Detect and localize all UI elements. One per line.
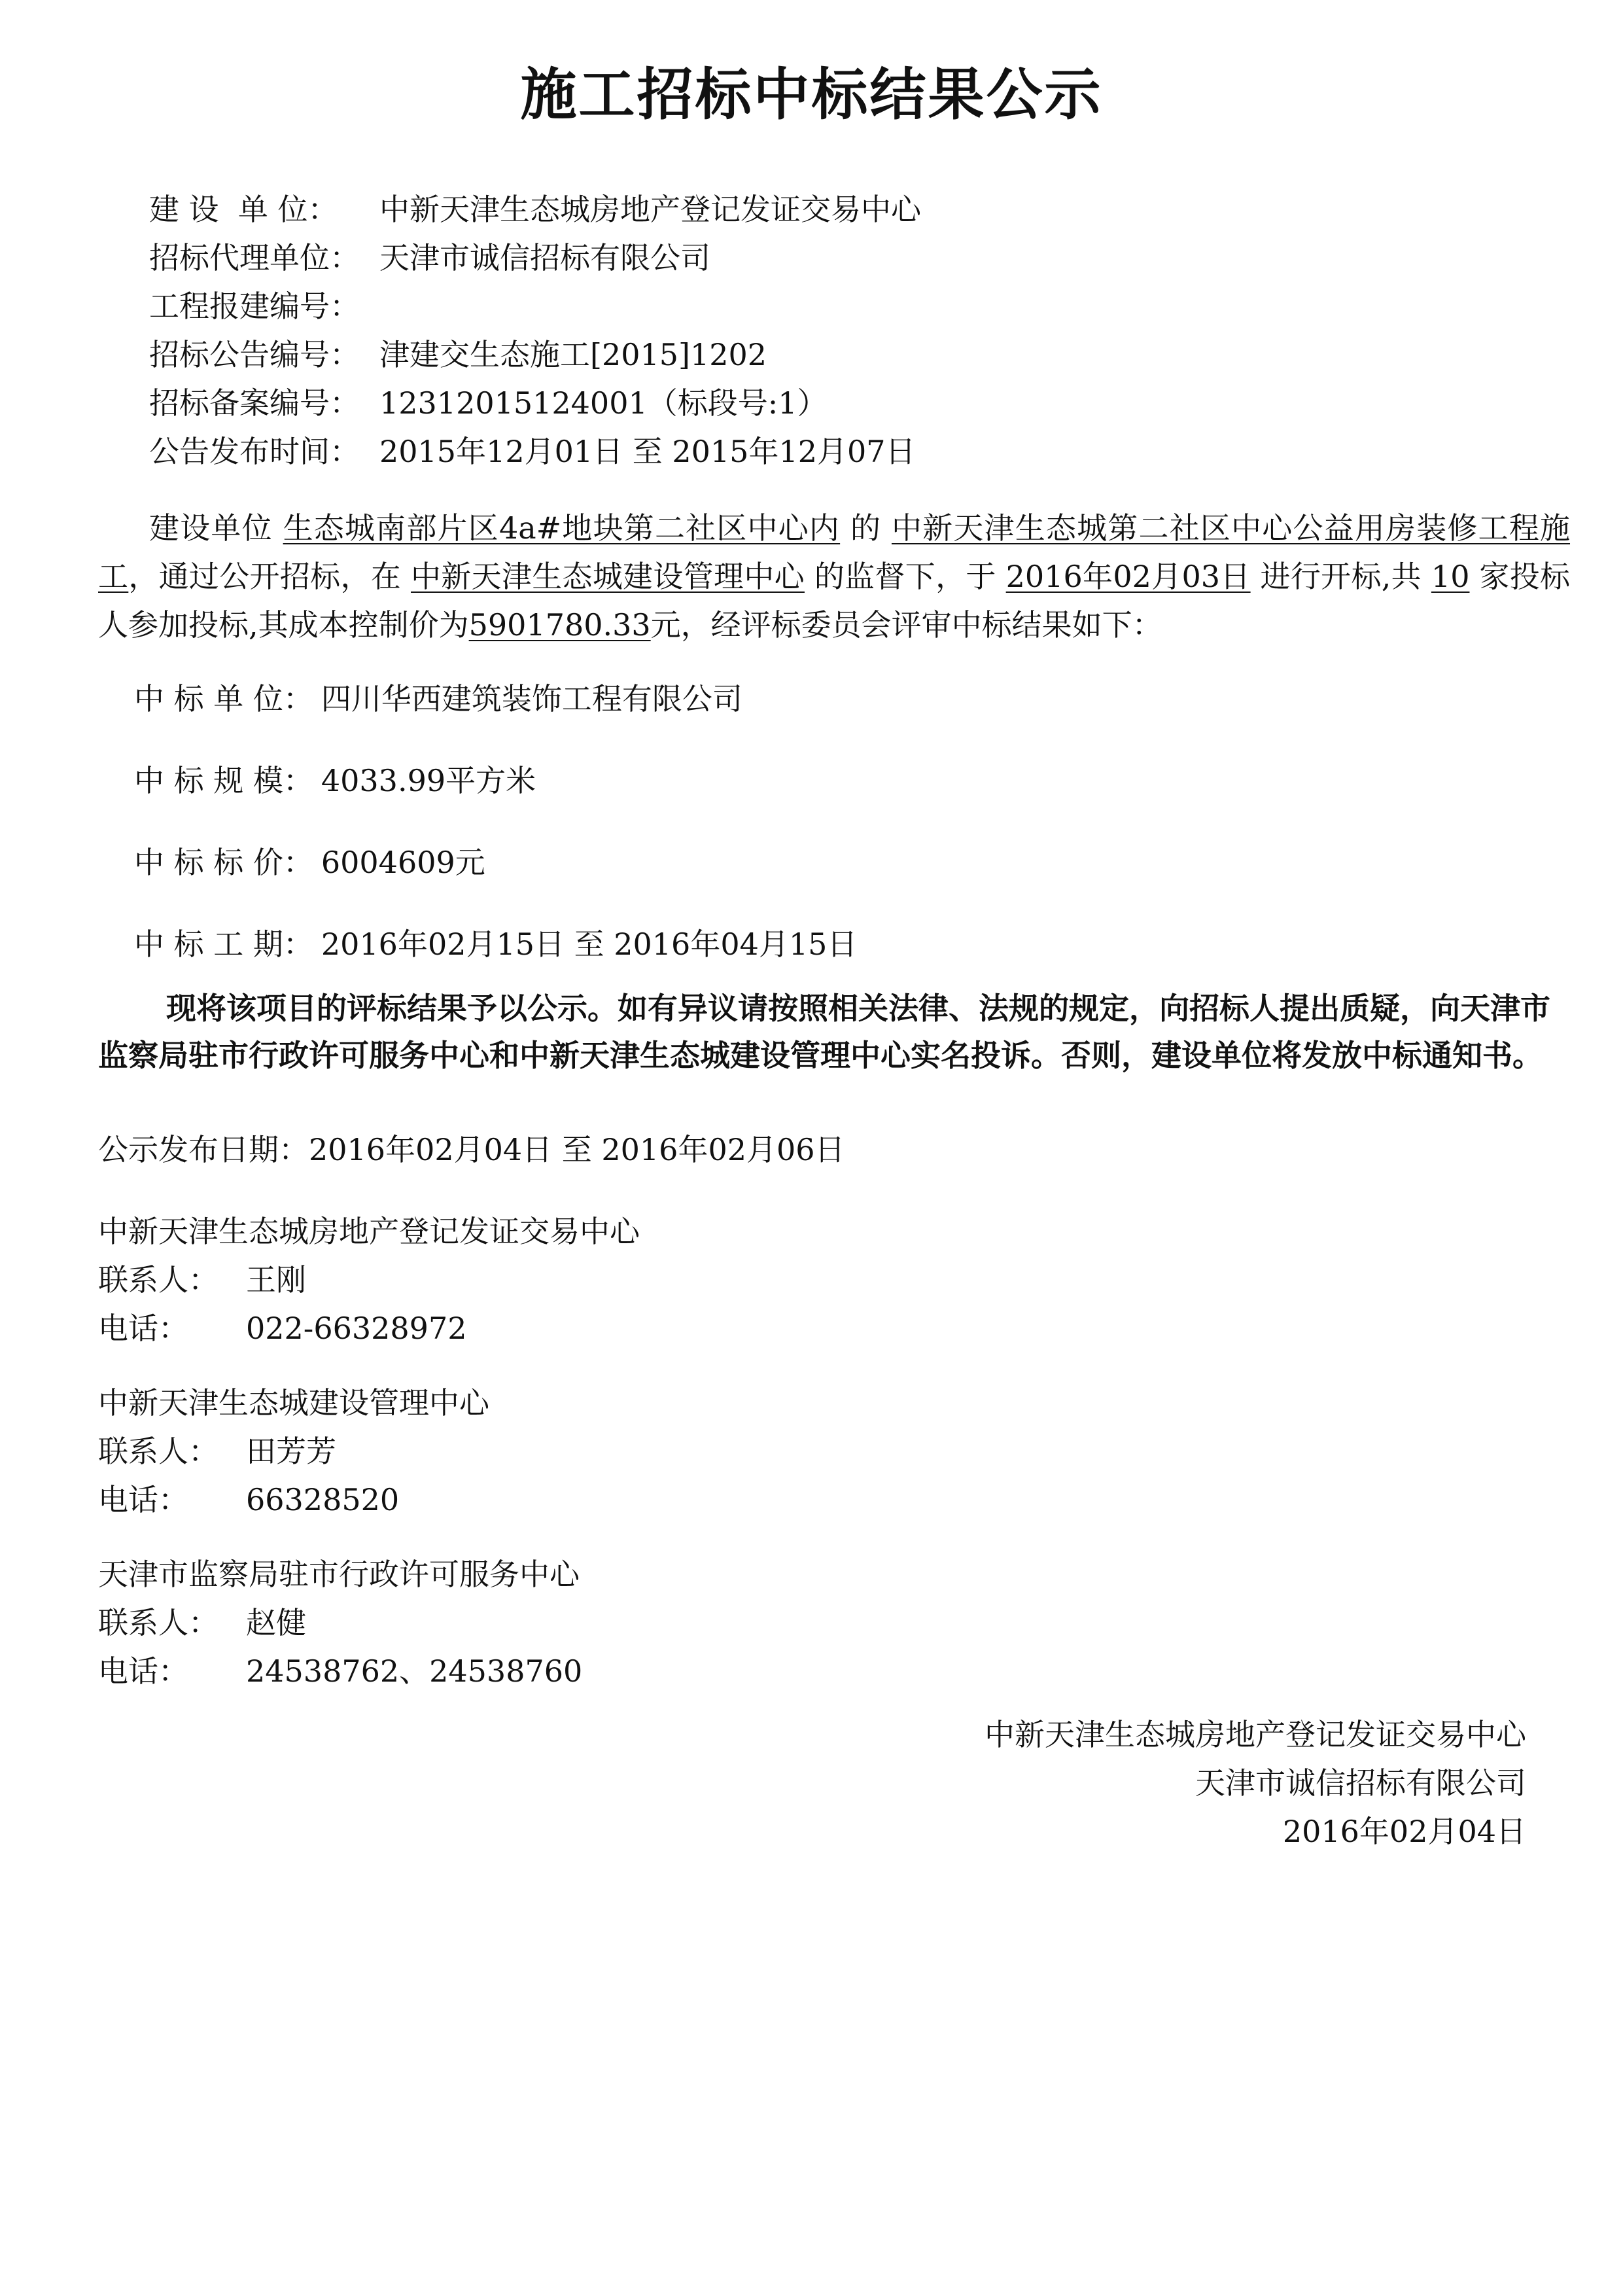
- contact-person-row: [98, 1598, 1079, 1647]
- contact-org: 中新天津生态城房地产登记发证交易中心: [98, 1214, 640, 1249]
- contact-phone: 24538762、24538760: [246, 1653, 583, 1689]
- header-row-filing-number: [149, 379, 1556, 427]
- contact-phone-label: 电话：: [98, 1653, 188, 1689]
- contact-person: 王刚: [246, 1262, 306, 1298]
- contact-person: 赵健: [246, 1605, 306, 1640]
- award-label: 中 标 规 模：: [134, 763, 313, 798]
- contact-phone: 022-66328972: [246, 1311, 467, 1346]
- header-label: 招标代理单位：: [149, 240, 360, 275]
- supervisor-name: 中新天津生态城建设管理中心: [410, 559, 805, 594]
- para-text: 家投标人参加投标,其成本控制价为: [98, 559, 1571, 643]
- header-label: 工程报建编号：: [149, 289, 360, 324]
- para-text: 的监督下，于: [804, 559, 1006, 594]
- contact-phone-row: [98, 1304, 1079, 1352]
- award-row-price: [134, 830, 1541, 911]
- contact-phone-label: 电话：: [98, 1482, 188, 1517]
- header-row-announcement-number: [149, 330, 1556, 379]
- header-value: 天津市诚信招标有限公司: [379, 240, 710, 275]
- contact-block-construction-management: [98, 1379, 1079, 1524]
- header-value: 津建交生态施工[2015]1202: [379, 337, 767, 372]
- contact-org: 天津市监察局驻市行政许可服务中心: [98, 1557, 580, 1592]
- signature-block: [985, 1710, 1526, 1856]
- header-value: 12312015124001（标段号:1）: [379, 385, 828, 421]
- contact-person-label: 联系人：: [98, 1262, 218, 1298]
- para-text: 元，经评标委员会评审中标结果如下：: [650, 607, 1162, 643]
- contact-person-label: 联系人：: [98, 1605, 218, 1640]
- signoff-date: 2016年02月04日: [1282, 1814, 1526, 1849]
- opening-date: 2016年02月03日: [1005, 559, 1251, 594]
- contact-block-registration-center: [98, 1207, 1079, 1352]
- contact-phone-row: [98, 1475, 1079, 1524]
- para-text: 建设单位: [149, 510, 283, 546]
- contact-phone-row: [98, 1647, 1079, 1695]
- header-label: 建 设 单 位：: [149, 192, 338, 227]
- contact-phone-label: 电话：: [98, 1311, 188, 1346]
- contact-block-supervision-bureau: [98, 1550, 1079, 1695]
- header-info: [149, 185, 1556, 476]
- award-row-duration: [134, 911, 1541, 993]
- publication-period: 公示发布日期：2016年02月04日 至 2016年02月06日: [98, 1132, 845, 1167]
- para-text: ，通过公开招标，在: [128, 559, 411, 594]
- para-text: 进行开标,共: [1250, 559, 1431, 594]
- header-row-project-number: [149, 282, 1556, 330]
- bidding-summary-paragraph: [98, 504, 1570, 649]
- award-value: 6004609元: [321, 845, 485, 880]
- header-label: 招标备案编号：: [149, 385, 360, 421]
- award-value: 四川华西建筑装饰工程有限公司: [321, 681, 742, 716]
- contact-person: 田芳芳: [246, 1434, 336, 1469]
- header-row-agent: [149, 234, 1556, 282]
- award-results: [134, 666, 1541, 993]
- header-row-builder: [149, 185, 1556, 234]
- award-label: 中 标 工 期：: [134, 927, 313, 962]
- header-label: 公告发布时间：: [149, 434, 360, 469]
- award-row-winner: [134, 666, 1541, 748]
- award-value: 2016年02月15日 至 2016年04月15日: [321, 927, 858, 962]
- contact-org: 中新天津生态城建设管理中心: [98, 1385, 489, 1421]
- para-text: 的: [840, 510, 892, 546]
- contact-person-label: 联系人：: [98, 1434, 218, 1469]
- signoff-org-agent: 天津市诚信招标有限公司: [1195, 1765, 1526, 1801]
- header-value: 2015年12月01日 至 2015年12月07日: [379, 434, 916, 469]
- project-name: 中新天津生态城第二社区中心公益用房装修工程施工: [98, 510, 1571, 594]
- document-title: 施工招标中标结果公示: [520, 62, 1103, 128]
- award-label: 中 标 标 价：: [134, 845, 313, 880]
- cost-control-price: 5901780.33: [468, 607, 651, 643]
- bidder-count: 10: [1431, 559, 1470, 594]
- header-value: 中新天津生态城房地产登记发证交易中心: [379, 192, 921, 227]
- project-location: 生态城南部片区4a#地块第二社区中心内: [283, 510, 841, 546]
- contact-person-row: [98, 1256, 1079, 1304]
- contact-phone: 66328520: [246, 1482, 400, 1517]
- award-row-scale: [134, 748, 1541, 830]
- award-value: 4033.99平方米: [321, 763, 536, 798]
- signoff-org-registration-center: 中新天津生态城房地产登记发证交易中心: [985, 1717, 1526, 1752]
- public-notice-statement: 现将该项目的评标结果予以公示。如有异议请按照相关法律、法规的规定，向招标人提出质疑，向天津市监察局驻市行政许可服务中心和中新天津生态城建设管理中心实名投诉。否则，建设单位将发放中标通知书。: [98, 991, 1550, 1073]
- header-row-announcement-period: [149, 427, 1556, 476]
- contact-person-row: [98, 1427, 1079, 1475]
- header-label: 招标公告编号：: [149, 337, 360, 372]
- award-label: 中 标 单 位：: [134, 681, 313, 716]
